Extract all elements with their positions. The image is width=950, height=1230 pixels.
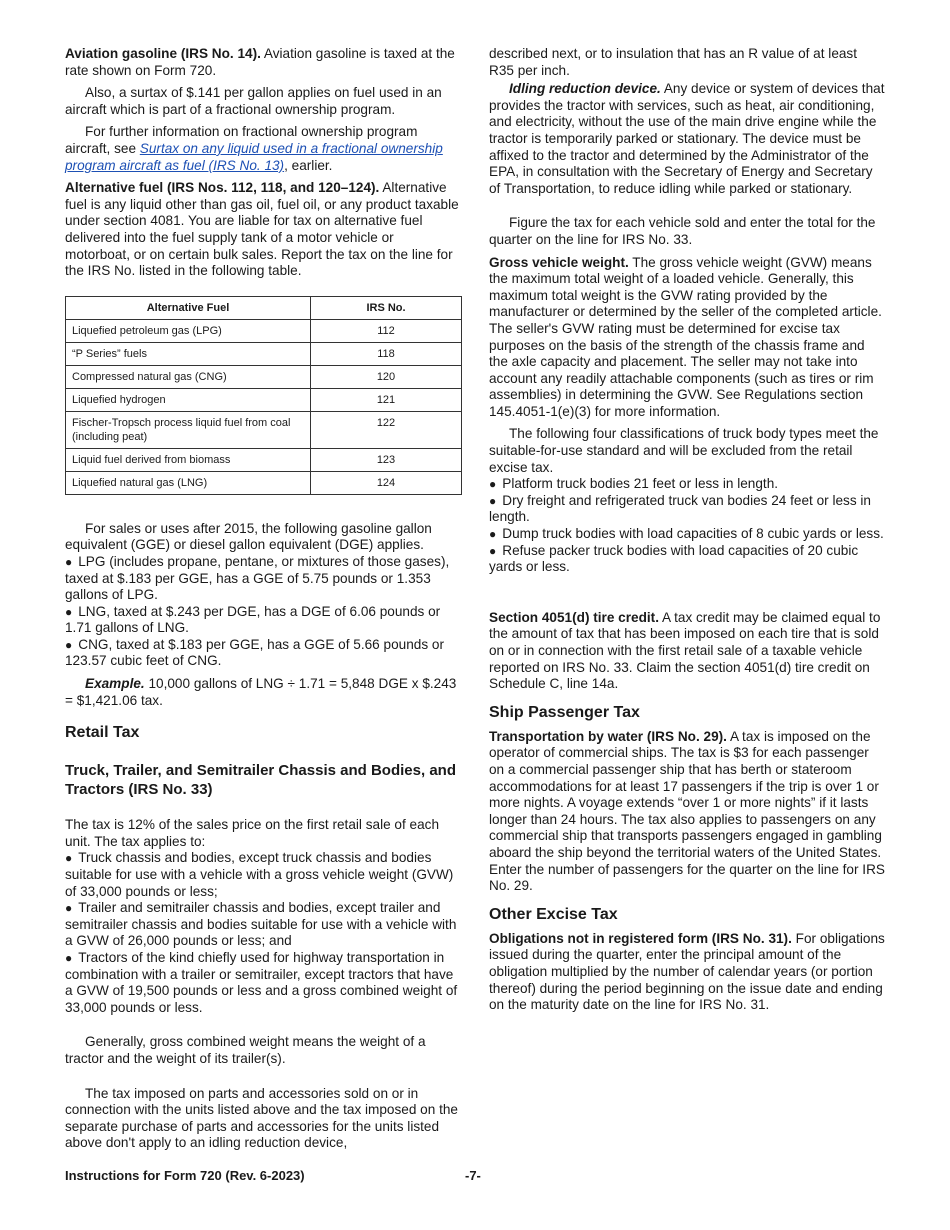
example-paragraph: Example. 10,000 gallons of LNG ÷ 1.71 = 5,848 DGE x $.243 = $1,421.06 tax.	[65, 676, 457, 708]
table-row: Liquefied hydrogen 121	[66, 388, 462, 411]
list-item: ● Truck chassis and bodies, except truck chassis and bodies suitable for use with a vehicle with a gross vehicle weight (GVW) of 33,000 pounds or less;	[65, 850, 454, 899]
transportation-by-water-heading: Transportation by water (IRS No. 29).	[489, 728, 727, 744]
table-row: Liquefied natural gas (LNG) 124	[66, 471, 462, 494]
continuation-paragraph: described next, or to insulation that has an R value of at least R35 per inch.	[489, 46, 858, 78]
truck-intro-paragraph: The tax is 12% of the sales price on the first retail sale of each unit. The tax applies to:	[65, 817, 440, 849]
list-item: ● Refuse packer truck bodies with load capacities of 20 cubic yards or less.	[489, 542, 859, 575]
list-item: ● Dump truck bodies with load capacities of 8 cubic yards or less.	[489, 526, 884, 542]
page-footer	[65, 1168, 885, 1185]
list-item: ● CNG, taxed at $.183 per GGE, has a GGE of 5.66 pounds or 123.57 cubic feet of CNG.	[65, 636, 444, 669]
obligations-paragraph: Obligations not in registered form (IRS No. 31). For obligations issued during the quarter, enter the principal amount of the obligation multiplied by the number of calendar years (or portion thereof) during the period beginning on the issue date and ending on the maturity date on the line for IRS No. 31.	[489, 930, 885, 1013]
ship-passenger-tax-heading: Ship Passenger Tax	[489, 703, 640, 721]
aviation-gasoline-heading: Aviation gasoline (IRS No. 14).	[65, 46, 261, 61]
gross-vehicle-weight-heading: Gross vehicle weight.	[489, 254, 629, 270]
retail-tax-heading: Retail Tax	[65, 724, 140, 742]
column-header-fuel: Alternative Fuel	[66, 296, 311, 319]
table-row: Liquefied petroleum gas (LPG) 112	[66, 319, 462, 342]
gge-intro-paragraph: For sales or uses after 2015, the following gasoline gallon equivalent (GGE) or diesel gallon equivalent (DGE) applies.	[65, 520, 432, 553]
alternative-fuel-heading: Alternative fuel (IRS Nos. 112, 118, and 120–124).	[65, 180, 380, 196]
list-item: ● Platform truck bodies 21 feet or less in length.	[489, 476, 779, 492]
table-row: Compressed natural gas (CNG) 120	[66, 365, 462, 388]
surtax-cross-reference-link[interactable]: Surtax on any liquid used in a fractional ownership program aircraft as fuel (IRS No. 13)	[65, 140, 443, 173]
obligations-heading: Obligations not in registered form (IRS No. 31).	[489, 930, 792, 946]
aviation-gasoline-paragraph: Aviation gasoline (IRS No. 14). Aviation gasoline is taxed at the rate shown on Form 720.	[65, 46, 455, 78]
further-info-paragraph: For further information on fractional ownership program aircraft, see Surtax on any liquid used in a fractional ownership program aircraft as fuel (IRS No. 13), earlier.	[65, 124, 443, 173]
idling-reduction-paragraph: Idling reduction device. Any device or system of devices that provides the tractor with services, such as heat, air conditioning, and electricity, without the use of the main drive engine while the tractor is temporarily parked or stationary. The device must be affixed to the tractor and determined by the Administrator of the EPA, in consultation with the Secretary of Energy and Secretary of Transportation, to reduce idling while parked or stationary.	[489, 81, 885, 196]
list-item: ● Tractors of the kind chiefly used for highway transportation in combination with a trailer or semitrailer, except tractors that have a GVW of 19,500 pounds or less and a gross combined weight of 33,000 pounds or less.	[65, 950, 458, 1015]
tire-credit-heading: Section 4051(d) tire credit.	[489, 609, 659, 625]
right-column	[489, 46, 885, 1020]
surtax-paragraph: Also, a surtax of $.141 per gallon applies on fuel used in an aircraft which is part of a fractional ownership program.	[65, 85, 442, 117]
alternative-fuel-table	[65, 296, 462, 495]
table-row: Fischer-Tropsch process liquid fuel from coal (including peat) 122	[66, 411, 462, 448]
example-label: Example.	[85, 676, 145, 692]
idling-reduction-label: Idling reduction device.	[509, 81, 661, 97]
table-header-row	[66, 296, 462, 319]
page-number: -7-	[465, 1168, 481, 1183]
list-item: ● LNG, taxed at $.243 per DGE, has a DGE of 6.06 pounds or 1.71 gallons of LNG.	[65, 603, 441, 636]
list-item: ● Trailer and semitrailer chassis and bodies, except trailer and semitrailer chassis and bodies suitable for use with a vehicle with a GVW of 26,000 pounds or less; and	[65, 900, 457, 949]
list-item: ● LPG (includes propane, pentane, or mixtures of those gases), taxed at $.183 per GGE, has a GGE of 5.75 pounds or 1.353 gallons of LPG.	[65, 553, 450, 603]
other-excise-tax-heading: Other Excise Tax	[489, 905, 618, 923]
classification-intro-paragraph: The following four classifications of truck body types meet the suitable-for-use standard and will be excluded from the retail excise tax.	[489, 426, 879, 475]
left-column	[65, 46, 461, 1158]
tire-credit-paragraph: Section 4051(d) tire credit. A tax credit may be claimed equal to the amount of tax that has been imposed on each tire that is sold on or in connection with the first retail sale of a taxable vehicle reported on IRS No. 33. Claim the section 4051(d) tire credit on Schedule C, line 14a.	[489, 609, 881, 692]
parts-accessories-paragraph: The tax imposed on parts and accessories sold on or in connection with the units listed above and the tax imposed on the separate purchase of parts and accessories for the units listed above don't apply to an idling reduction device,	[65, 1085, 458, 1151]
column-header-irs-no: IRS No.	[311, 296, 462, 319]
table-row: Liquid fuel derived from biomass 123	[66, 448, 462, 471]
gross-combined-weight-paragraph: Generally, gross combined weight means the weight of a tractor and the weight of its trailer(s).	[65, 1034, 426, 1066]
gross-vehicle-weight-paragraph: Gross vehicle weight. The gross vehicle weight (GVW) means the maximum total weight of a loaded vehicle. Generally, this maximum total weight is the GVW rating provided by the manufacturer or determined by the seller of the completed article. The seller's GVW rating must be determined for excise tax purposes on the basis of the strength of the chassis frame and the axle capacity and placement. The seller may not take into account any readily attachable components (such as tires or rim assemblies) in determining the GVW. See Regulations section 145.4051-1(e)(3) for more information.	[489, 254, 882, 419]
figure-tax-paragraph: Figure the tax for each vehicle sold and enter the total for the quarter on the line for IRS No. 33.	[489, 215, 876, 247]
list-item: ● Dry freight and refrigerated truck van bodies 24 feet or less in length.	[489, 492, 871, 525]
transportation-by-water-paragraph: Transportation by water (IRS No. 29). A tax is imposed on the operator of commercial ships. The tax is $3 for each passenger on a commercial passenger ship that has berth or stateroom accommodations for at least 17 passengers if the trip is over 1 or more nights. A voyage extends “over 1 or more nights” if it lasts longer than 24 hours. The tax also applies to passengers on any commercial ship that transports passengers engaged in gambling aboard the ship beyond the territorial waters of the United States. Enter the number of passengers for the quarter on the line for IRS No. 29.	[489, 728, 885, 894]
alternative-fuel-paragraph: Alternative fuel (IRS Nos. 112, 118, and 120–124). Alternative fuel is any liquid other than gas oil, fuel oil, or any product taxable under section 4081. You are liable for tax on alternative fuel delivered into the fuel supply tank of a motor vehicle or motorboat, or on certain bulk sales. Report the tax on the line for the IRS No. listed in the following table.	[65, 180, 459, 279]
footer-document-title: Instructions for Form 720 (Rev. 6-2023)	[65, 1168, 305, 1183]
table-row: “P Series” fuels 118	[66, 342, 462, 365]
truck-section-heading: Truck, Trailer, and Semitrailer Chassis and Bodies, and Tractors (IRS No. 33)	[65, 762, 456, 799]
